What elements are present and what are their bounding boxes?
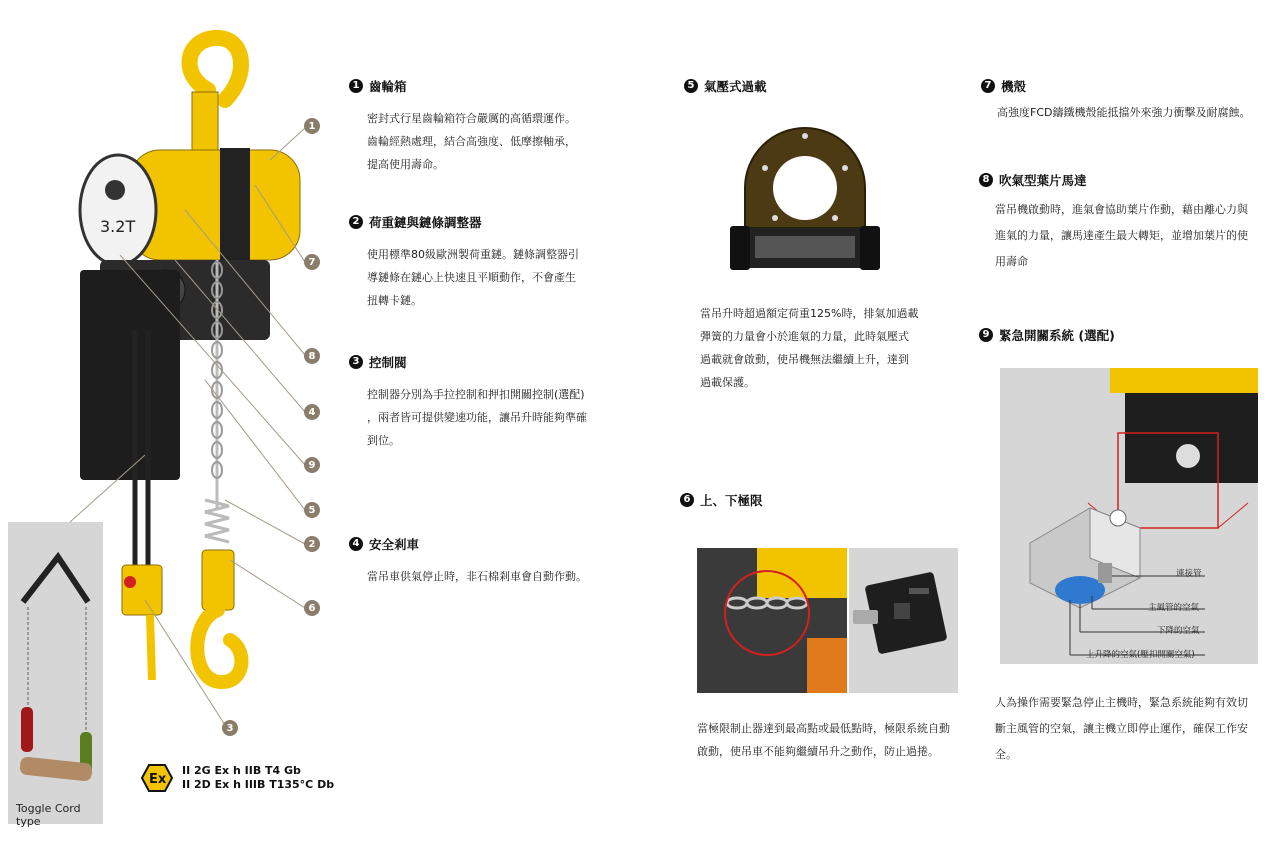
section-number: 8 xyxy=(979,173,993,187)
callout-1: 1 xyxy=(304,118,320,134)
section-overload xyxy=(684,77,964,95)
body-line: 過載保護。 xyxy=(700,376,755,389)
section-control-valve xyxy=(349,353,629,452)
overload-image xyxy=(725,118,885,278)
section-limits xyxy=(680,491,960,509)
body-line: 到位。 xyxy=(367,434,400,447)
body-line: 當極限制止器達到最高點或最低點時，極限系統自動 xyxy=(697,722,950,735)
section-title: 上、下極限 xyxy=(700,493,763,508)
section-number: 5 xyxy=(684,79,698,93)
section-title: 氣壓式過載 xyxy=(704,79,767,94)
body-line: 導鏈條在鏈心上快速且平順動作，不會產生 xyxy=(367,271,576,284)
body-line: 全。 xyxy=(995,748,1017,761)
callout-7: 7 xyxy=(304,254,320,270)
overload-drawing xyxy=(725,118,885,278)
body-line: 當吊車供氣停止時，非石棉剎車會自動作動。 xyxy=(367,570,587,583)
body-line: 高強度FCD鑄鐵機殼能抵擋外來強力衝擊及耐腐蝕。 xyxy=(997,106,1251,119)
body-line: 扭轉卡鏈。 xyxy=(367,294,422,307)
section-number: 4 xyxy=(349,537,363,551)
callout-5: 5 xyxy=(304,502,320,518)
section-number: 9 xyxy=(979,328,993,342)
overload-text xyxy=(700,302,960,394)
section-title: 緊急開關系統 (選配) xyxy=(999,328,1115,343)
body-line: 當吊機啟動時，進氣會協助葉片作動，藉由離心力與 xyxy=(995,203,1248,216)
body-line: 人為操作需要緊急停止主機時，緊急系統能夠有效切 xyxy=(995,696,1248,709)
body-line: 密封式行星齒輪箱符合嚴厲的高循環運作。 xyxy=(367,112,576,125)
limit-valve-drawing xyxy=(849,548,958,693)
body-line: 斷主風管的空氣，讓主機立即停止運作，確保工作安 xyxy=(995,722,1248,735)
body-line: 進氣的力量，讓馬達產生最大轉矩，並增加葉片的使 xyxy=(995,229,1248,242)
legend-down-air: 下降的空氣 xyxy=(1157,626,1200,636)
emergency-text xyxy=(995,690,1265,768)
section-title: 控制閥 xyxy=(369,355,407,370)
body-line: 過載就會啟動，使吊機無法繼續上升，達到 xyxy=(700,353,909,366)
callout-2: 2 xyxy=(304,536,320,552)
body-line: ，兩者皆可提供變速功能，讓吊升時能夠準確 xyxy=(367,411,587,424)
legend-up-air: 上升降的空氣(壓扣開關空氣) xyxy=(1086,650,1195,660)
limit-photo-valve xyxy=(849,548,958,693)
section-title: 吹氣型葉片馬達 xyxy=(999,173,1087,188)
leader-lines xyxy=(0,0,340,760)
body-line: 提高使用壽命。 xyxy=(367,158,444,171)
ex-hexagon-icon xyxy=(140,763,174,793)
section-number: 2 xyxy=(349,215,363,229)
legend-main-air: 主風管的空氣 xyxy=(1148,603,1200,613)
emergency-drawing xyxy=(1000,368,1258,664)
section-title: 機殼 xyxy=(1001,79,1027,94)
legend-connector: 連接管 xyxy=(1176,569,1202,579)
section-number: 3 xyxy=(349,355,363,369)
section-number: 1 xyxy=(349,79,363,93)
section-vane-motor xyxy=(979,171,1264,275)
section-title: 荷重鏈與鏈條調整器 xyxy=(369,215,482,230)
body-line: 當吊升時超過額定荷重125%時，排氣加過載 xyxy=(700,307,919,320)
emergency-photo xyxy=(1000,368,1258,664)
section-number: 7 xyxy=(981,79,995,93)
toggle-cord-caption: Toggle Cord type xyxy=(16,802,81,828)
atex-mark xyxy=(140,763,334,793)
body-line: 齒輪經熱處理，結合高強度、低摩擦軸承， xyxy=(367,135,576,148)
atex-line-2: II 2D Ex h IIIB T135°C Db xyxy=(182,778,335,791)
svg-text:Ex: Ex xyxy=(149,772,167,787)
section-housing xyxy=(981,77,1266,124)
section-gearbox xyxy=(349,77,629,176)
capacity-text: 3.2T xyxy=(100,217,136,236)
body-line: 使用標準80級歐洲製荷重鏈。鏈條調整器引 xyxy=(367,248,579,261)
limits-text xyxy=(697,717,967,763)
atex-line-1: II 2G Ex h IIB T4 Gb xyxy=(182,764,301,777)
callout-3: 3 xyxy=(222,720,238,736)
callout-4: 4 xyxy=(304,404,320,420)
body-line: 用壽命 xyxy=(995,255,1028,268)
section-number: 6 xyxy=(680,493,694,507)
section-load-chain xyxy=(349,213,629,312)
callout-8: 8 xyxy=(304,348,320,364)
callout-9: 9 xyxy=(304,457,320,473)
section-title: 齒輪箱 xyxy=(369,79,407,94)
section-safety-brake xyxy=(349,535,629,588)
body-line: 啟動，使吊車不能夠繼續吊升之動作，防止過捲。 xyxy=(697,745,939,758)
body-line: 彈簧的力量會小於進氣的力量，此時氣壓式 xyxy=(700,330,909,343)
limit-chain-drawing xyxy=(697,548,847,693)
body-line: 控制器分別為手拉控制和押扣開關控制(選配) xyxy=(367,388,585,401)
section-emergency xyxy=(979,326,1264,344)
section-title: 安全剎車 xyxy=(369,537,420,552)
limit-photo-chain xyxy=(697,548,847,693)
callout-6: 6 xyxy=(304,600,320,616)
